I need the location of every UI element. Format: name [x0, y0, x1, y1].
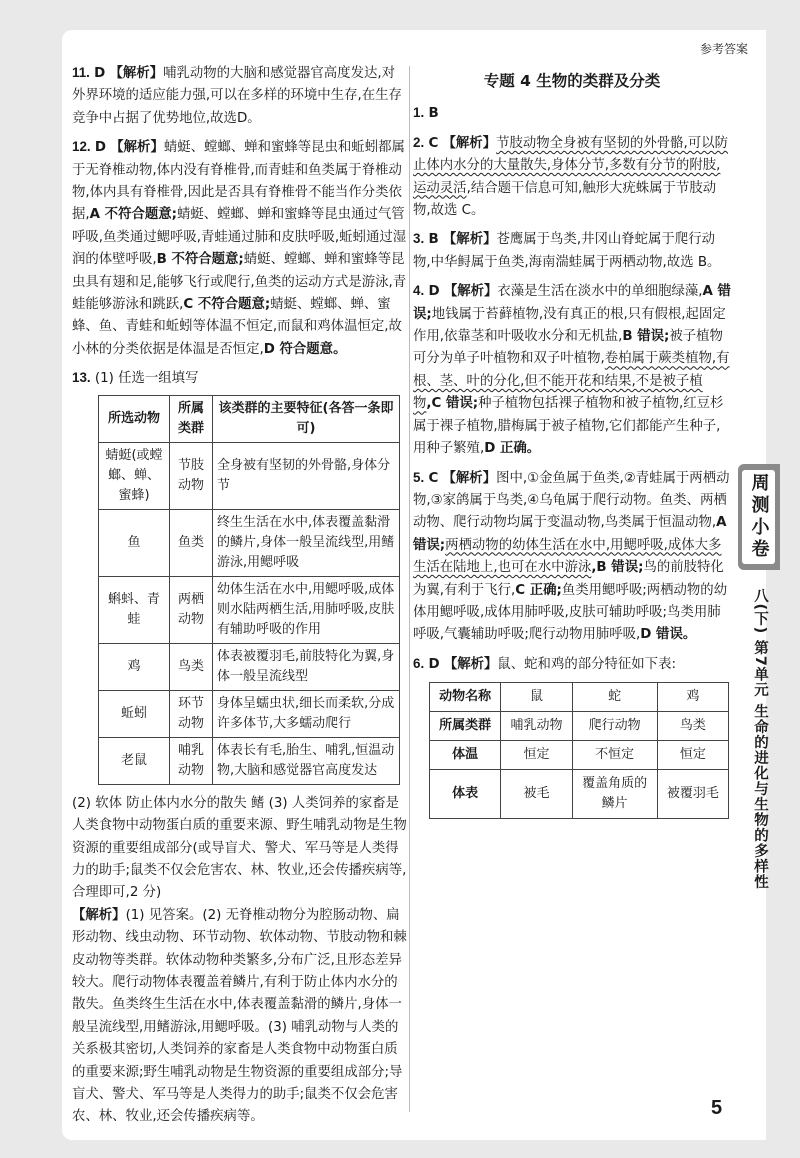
table-row: 老鼠 哺乳动物 体表长有毛,胎生、哺乳,恒温动物,大脑和感觉器官高度发达: [99, 737, 400, 784]
table-row: 鱼 鱼类 终生生活在水中,体表覆盖黏滑的鳞片,身体一般呈流线型,用鳍游泳,用鳃呼吸: [99, 509, 400, 576]
left-column: [72, 62, 408, 1129]
table-header: 所选动物: [99, 395, 170, 442]
table-row: 蜻蜓(或螳螂、蝉、蜜蜂) 节肢动物 全身被有坚韧的外骨骼,身体分节: [99, 442, 400, 509]
table-row: 体温 恒定 不恒定 恒定: [430, 741, 729, 770]
answer-11: 11. D 【解析】哺乳动物的大脑和感觉器官高度发达,对外界环境的适应能力强,可以在多样的环境中生存,在生存竞争中占据了优势地位,故选D。: [72, 65, 402, 126]
answer-r3: 3. B 【解析】苍鹰属于鸟类,井冈山脊蛇属于爬行动物,中华鲟属于鱼类,海南湍蛙属于两栖动物,故选 B。: [413, 231, 721, 270]
side-tab-label: 周测小卷: [742, 470, 775, 564]
answer-13-part2: (2) 软体 防止体内水分的散失 鳍 (3) 人类饲养的家畜是人类食物中动物蛋白质的重要来源、野生哺乳动物是生物资源的重要组成部分(或导盲犬、警犬、军马等是人类得力的助手;鼠类不仅会危害农、林、牧业,还会传播疾病等,合理即可,2 分): [72, 795, 407, 901]
table-header: 所属类群: [170, 395, 213, 442]
answer-13-intro: 13. (1) 任选一组填写: [72, 370, 199, 387]
animal-features-table: [429, 682, 729, 819]
table-header-row: 动物名称 鼠 蛇 鸡: [430, 683, 729, 712]
answer-r5: 5. C 【解析】图中,①金鱼属于鱼类,②青蛙属于两栖动物,③家鸽属于鸟类,④乌龟属于爬行动物。鱼类、两栖动物、爬行动物均属于变温动物,鸟类属于恒温动物,A 错误;两栖动物的幼体生活在水中,用鳃呼吸,成体大多生活在陆地上,也可在水中游泳,B 错误;鸟的前肢特化为翼,有利于飞行,C 正确;鱼类用鳃呼吸;两栖动物的幼体用鳃呼吸,成体用肺呼吸,皮肤可辅助呼吸;鸟类用肺呼吸,气囊辅助呼吸;爬行动物用肺呼吸,D 错误。: [413, 469, 730, 643]
table-row: 蚯蚓 环节动物 身体呈蠕虫状,细长而柔软,分成许多体节,大多蠕动爬行: [99, 690, 400, 737]
side-unit-label: 八(下) 第7单元 生命的进化与生物的多样性: [752, 588, 768, 890]
answer-13-analysis: 【解析】(1) 见答案。(2) 无脊椎动物分为腔肠动物、扁形动物、线虫动物、环节动物、软体动物、节肢动物和棘皮动物等类群。软体动物种类繁多,分布广泛,且形态差异较大。爬行动物体表覆盖着鳞片,有利于防止体内水分的散失。鱼类终生生活在水中,体表覆盖黏滑的鳞片,身体一般呈流线型,用鳍游泳,用鳃呼吸。(3) 哺乳动物与人类的关系极其密切,人类饲养的家畜是人类食物中动物蛋白质的重要来源;野生哺乳动物是生物资源的重要组成部分;导盲犬、警犬、军马等是人类得力的助手;鼠类不仅会危害农、林、牧业,还会传播疾病等。: [72, 907, 407, 1125]
table-header-row: [99, 395, 400, 442]
answer-r6: 6. D 【解析】鼠、蛇和鸡的部分特征如下表:: [413, 655, 676, 672]
page-header: 参考答案: [699, 42, 748, 56]
page-number: 5: [711, 1097, 723, 1119]
right-column: [413, 62, 731, 819]
section-title: 专题 4 生物的类群及分类: [483, 72, 661, 90]
answer-r1: 1. B: [413, 105, 439, 122]
answer-r2: 2. C 【解析】节肢动物全身被有坚韧的外骨骼,可以防止体内水分的大量散失,身体分节,多数有分节的附肢,运动灵活,结合题干信息可知,触形大疣蛛属于节肢动物,故选 C。: [413, 134, 728, 219]
side-tab: [738, 464, 780, 570]
table-header: 该类群的主要特征(各答一条即可): [213, 395, 400, 442]
animal-groups-table: [98, 395, 400, 785]
table-row: 蝌蚪、青蛙 两栖动物 幼体生活在水中,用鳃呼吸,成体则水陆两栖生活,用肺呼吸,皮肤有辅助呼吸的作用: [99, 576, 400, 643]
answer-12: 12. D 【解析】蜻蜓、螳螂、蝉和蜜蜂等昆虫和蚯蚓都属于无脊椎动物,体内没有脊椎骨,而青蛙和鱼类属于脊椎动物,体内具有脊椎骨,因此是否具有脊椎骨不能当作分类依据,A 不符合题意;蜻蜓、螳螂、蝉和蜜蜂等昆虫通过气管呼吸,鱼类通过鳃呼吸,青蛙通过肺和皮肤呼吸,蚯蚓通过湿润的体壁呼吸,B 不符合题意;蜻蜓、螳螂、蝉和蜜蜂等昆虫具有翅和足,能够飞行或爬行,鱼类的运动方式是游泳,青蛙能够游泳和跳跃,C 不符合题意;蜻蜓、螳螂、蝉、蜜蜂、鱼、青蛙和蚯蚓等体温不恒定,而鼠和鸡体温恒定,故小林的分类依据是体温是否恒定,D 符合题意。: [72, 139, 407, 357]
answer-r4: 4. D 【解析】衣藻是生活在淡水中的单细胞绿藻,A 错误;地钱属于苔藓植物,没有真正的根,只有假根,起固定作用,依靠茎和叶吸收水分和无机盐,B 错误;被子植物可分为单子叶植物和双子叶植物,卷柏属于蕨类植物,有根、茎、叶的分化,但不能开花和结果,不是被子植物,C 错误;种子植物包括裸子植物和被子植物,红豆杉属于裸子植物,腊梅属于被子植物,它们都能产生种子,用种子繁殖,D 正确。: [413, 283, 731, 457]
table-row: 体表 被毛 覆盖角质的鳞片 被覆羽毛: [430, 770, 729, 819]
table-row: 所属类群 哺乳动物 爬行动物 鸟类: [430, 712, 729, 741]
column-divider: [409, 66, 410, 1112]
table-row: 鸡 鸟类 体表被覆羽毛,前肢特化为翼,身体一般呈流线型: [99, 643, 400, 690]
